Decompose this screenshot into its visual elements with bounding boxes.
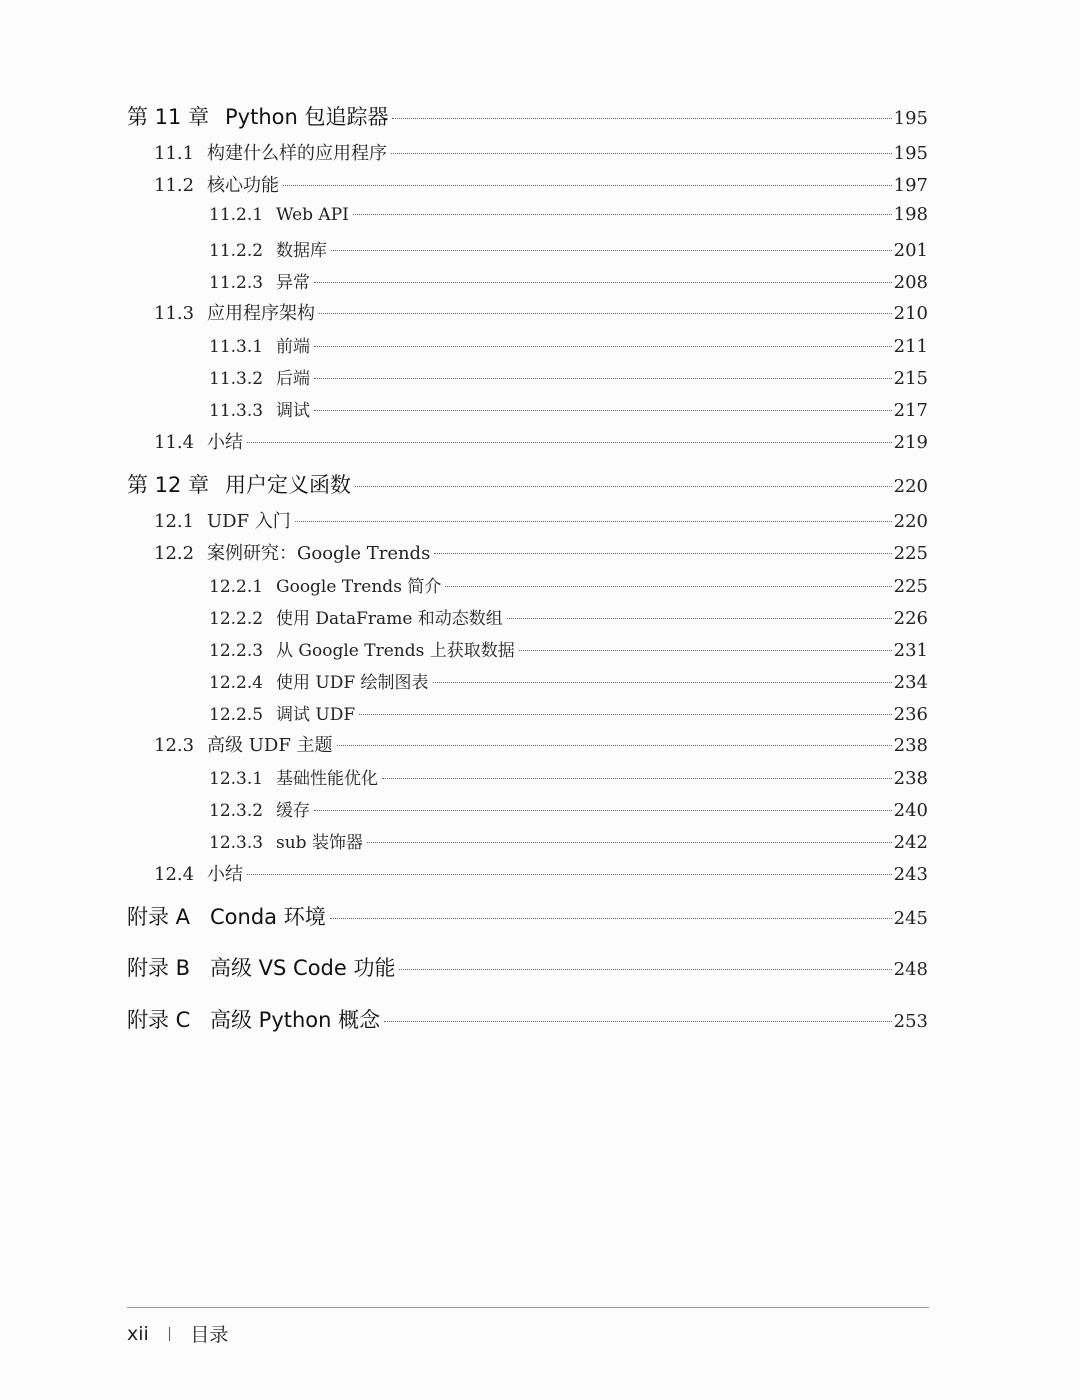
entry-number: 12.3.1	[209, 769, 264, 789]
toc-entry-appendix-a	[127, 901, 928, 931]
dot-leader	[434, 553, 891, 554]
entry-number: 12.4	[154, 864, 195, 885]
dot-leader	[355, 486, 892, 487]
entry-number: 12.2.3	[209, 641, 264, 661]
dot-leader	[353, 214, 892, 215]
dot-leader	[337, 745, 892, 746]
entry-number: 12.2.5	[209, 705, 264, 725]
entry-title: Python 包追踪器	[225, 105, 389, 129]
toc-entry-12-2-1	[209, 572, 928, 597]
entry-page: 248	[893, 959, 928, 980]
dot-leader	[314, 282, 892, 283]
dot-leader	[392, 118, 891, 119]
entry-number: 12.3	[154, 735, 195, 756]
toc-entry-11-2	[154, 171, 928, 197]
dot-leader	[391, 153, 892, 154]
toc-entry-11-1	[154, 139, 928, 165]
entry-number: 12.3.3	[209, 833, 264, 853]
toc-entry-12-3-1	[209, 764, 928, 789]
dot-leader	[319, 313, 892, 314]
entry-title: 使用 DataFrame 和动态数组	[276, 609, 503, 629]
dot-leader	[331, 250, 892, 251]
entry-title: 核心功能	[207, 175, 279, 196]
dot-leader	[247, 874, 892, 875]
entry-number: 附录 B	[127, 956, 191, 980]
dot-leader	[314, 346, 892, 347]
entry-page: 211	[893, 336, 928, 357]
entry-page: 236	[893, 704, 928, 725]
entry-page: 245	[893, 908, 928, 929]
entry-page: 225	[893, 576, 928, 597]
entry-title: 案例研究：Google Trends	[207, 543, 431, 564]
toc-entry-12-2-4	[209, 668, 928, 693]
entry-number: 11.2.2	[209, 241, 264, 261]
entry-page: 215	[893, 368, 928, 389]
dot-leader	[314, 410, 892, 411]
toc-entry-appendix-c	[127, 1004, 928, 1034]
entry-page: 243	[893, 864, 928, 885]
entry-number: 12.2.2	[209, 609, 264, 629]
dot-leader	[445, 586, 891, 587]
toc-entry-11-3	[154, 299, 928, 325]
toc-entry-11-2-3	[209, 268, 928, 293]
entry-number: 第 11 章	[127, 105, 210, 129]
dot-leader	[433, 682, 892, 683]
entry-page: 195	[893, 143, 928, 164]
entry-title: 用户定义函数	[225, 473, 351, 497]
entry-page: 242	[893, 832, 928, 853]
entry-title: 后端	[276, 369, 310, 389]
entry-page: 201	[893, 240, 928, 261]
entry-page: 208	[893, 272, 928, 293]
dot-leader	[399, 969, 891, 970]
entry-number: 11.3.3	[209, 401, 264, 421]
entry-title: 高级 Python 概念	[210, 1008, 381, 1032]
entry-number: 第 12 章	[127, 473, 210, 497]
page-footer	[127, 1320, 228, 1347]
footer-page-number: xii	[127, 1322, 149, 1345]
entry-number: 11.2.1	[209, 205, 264, 225]
toc-entry-chapter-12	[127, 469, 928, 499]
toc-entry-appendix-b	[127, 952, 928, 982]
entry-page: 240	[893, 800, 928, 821]
dot-leader	[330, 918, 892, 919]
dot-leader	[247, 442, 892, 443]
toc-entry-11-4	[154, 428, 928, 454]
entry-title: 构建什么样的应用程序	[207, 143, 387, 164]
entry-title: 缓存	[276, 801, 310, 821]
entry-number: 11.2.3	[209, 273, 264, 293]
dot-leader	[507, 618, 892, 619]
toc-entry-12-4	[154, 860, 928, 886]
footer-separator	[169, 1327, 171, 1341]
entry-title: 异常	[276, 273, 310, 293]
dot-leader	[314, 810, 892, 811]
entry-title: 小结	[207, 864, 243, 885]
dot-leader	[384, 1021, 891, 1022]
entry-number: 11.3.1	[209, 337, 264, 357]
entry-page: 219	[893, 432, 928, 453]
entry-page: 253	[893, 1011, 928, 1032]
dot-leader	[295, 521, 892, 522]
entry-title: 调试	[276, 401, 310, 421]
entry-number: 12.2.4	[209, 673, 264, 693]
entry-number: 附录 C	[127, 1008, 191, 1032]
entry-number: 12.2	[154, 543, 195, 564]
toc-entry-12-2	[154, 539, 928, 565]
entry-title: 基础性能优化	[276, 769, 378, 789]
dot-leader	[382, 778, 892, 779]
entry-title: 应用程序架构	[207, 303, 315, 324]
dot-leader	[314, 378, 892, 379]
entry-page: 225	[893, 543, 928, 564]
entry-page: 220	[893, 511, 928, 532]
toc-entry-chapter-11	[127, 101, 928, 131]
entry-number: 11.2	[154, 175, 195, 196]
toc-entry-12-2-5	[209, 700, 928, 725]
entry-title: Web API	[276, 205, 349, 225]
entry-page: 234	[893, 672, 928, 693]
entry-page: 210	[893, 303, 928, 324]
entry-title: 前端	[276, 337, 310, 357]
entry-title: sub 装饰器	[276, 833, 363, 853]
entry-page: 198	[893, 204, 928, 225]
entry-number: 12.3.2	[209, 801, 264, 821]
entry-page: 195	[893, 108, 928, 129]
entry-title: Conda 环境	[210, 905, 326, 929]
entry-page: 220	[893, 476, 928, 497]
dot-leader	[519, 650, 892, 651]
entry-page: 197	[893, 175, 928, 196]
entry-number: 11.1	[154, 143, 195, 164]
entry-number: 11.3.2	[209, 369, 264, 389]
toc-entry-12-3	[154, 731, 928, 757]
toc-entry-12-2-3	[209, 636, 928, 661]
entry-page: 231	[893, 640, 928, 661]
entry-title: 高级 UDF 主题	[207, 735, 333, 756]
entry-title: 小结	[207, 432, 243, 453]
footer-section-label: 目录	[190, 1324, 229, 1346]
entry-number: 11.4	[154, 432, 195, 453]
dot-leader	[283, 185, 892, 186]
toc-entry-11-3-2	[209, 364, 928, 389]
toc-entry-11-2-2	[209, 236, 928, 261]
entry-title: 高级 VS Code 功能	[210, 956, 396, 980]
entry-page: 238	[893, 768, 928, 789]
entry-number: 11.3	[154, 303, 195, 324]
toc-entry-12-3-2	[209, 796, 928, 821]
entry-number: 附录 A	[127, 905, 191, 929]
entry-page: 217	[893, 400, 928, 421]
toc-entry-11-3-3	[209, 396, 928, 421]
dot-leader	[359, 714, 891, 715]
entry-title: 从 Google Trends 上获取数据	[276, 641, 515, 661]
toc-entry-12-1	[154, 507, 928, 533]
entry-number: 12.2.1	[209, 577, 264, 597]
toc-entry-11-3-1	[209, 332, 928, 357]
entry-title: Google Trends 简介	[276, 577, 442, 597]
toc-entry-12-3-3	[209, 828, 928, 853]
entry-title: 使用 UDF 绘制图表	[276, 673, 429, 693]
entry-title: 调试 UDF	[276, 705, 356, 725]
entry-page: 238	[893, 735, 928, 756]
entry-page: 226	[893, 608, 928, 629]
entry-title: 数据库	[276, 241, 327, 261]
toc-entry-11-2-1	[209, 204, 928, 225]
entry-number: 12.1	[154, 511, 195, 532]
entry-title: UDF 入门	[207, 511, 291, 532]
dot-leader	[367, 842, 892, 843]
toc-entry-12-2-2	[209, 604, 928, 629]
footer-divider	[127, 1307, 929, 1308]
